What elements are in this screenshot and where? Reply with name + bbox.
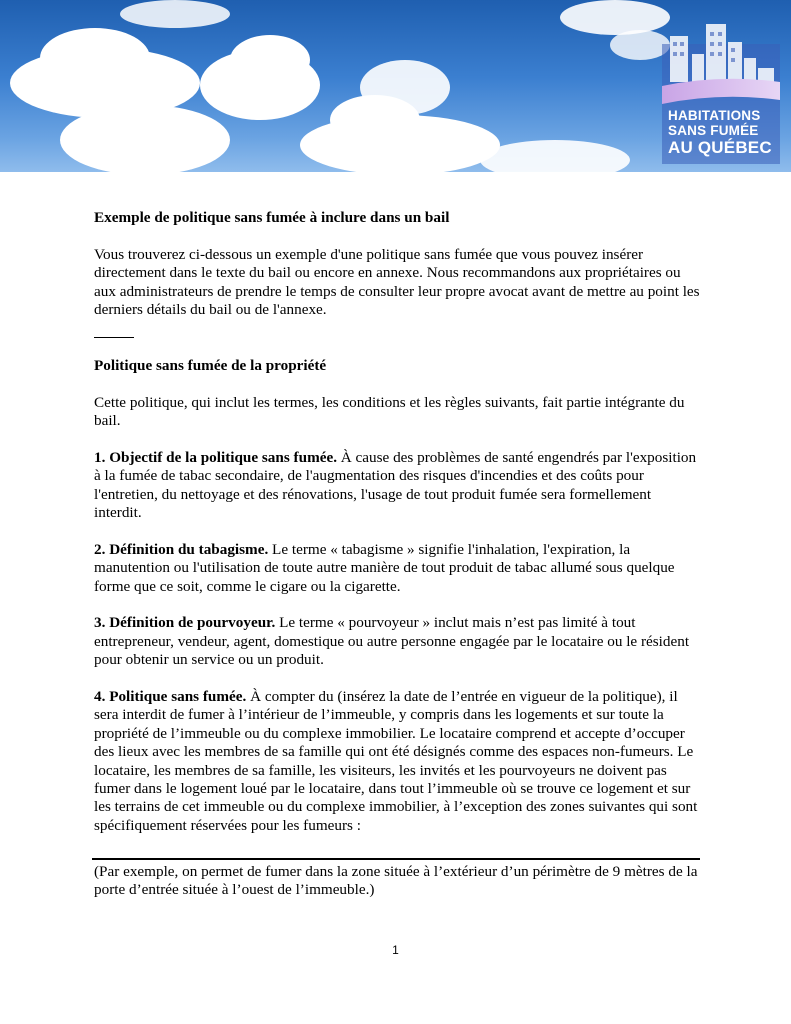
policy-item-heading: 1. Objectif de la politique sans fumée. <box>94 448 337 466</box>
policy-item-heading: 3. Définition de pourvoyeur. <box>94 614 276 632</box>
policy-item-heading: 4. Politique sans fumée. <box>94 688 247 706</box>
cloud-shape <box>60 105 230 172</box>
document-title: Exemple de politique sans fumée à inclure dans un bail <box>94 209 450 226</box>
cloud-shape <box>40 28 150 88</box>
policy-item-text: Le terme « tabagisme » signifie l'inhalation, l'expiration, la manutention ou l'utilisation de toute autre manière de tout produit de tabac allumé sous quelque forme que ce soit, comme le cigare ou la cigarette. <box>94 540 675 595</box>
logo-line-1: HABITATIONS <box>668 108 761 123</box>
section-title: Politique sans fumée de la propriété <box>94 356 327 374</box>
cloud-shape <box>120 0 230 28</box>
page-number: 1 <box>392 943 399 957</box>
section-intro: Cette politique, qui inclut les termes, les conditions et les règles suivants, fait partie intégrante du bail. <box>94 393 685 430</box>
cloud-shape <box>360 60 450 115</box>
policy-item-2 <box>94 541 700 596</box>
policy-item-text: Le terme « pourvoyeur » inclut mais n’est pas limité à tout entrepreneur, vendeur, agent, domestique ou autre personne engagée par le locataire ou le résident pour obtenir un service ou un produit. <box>94 614 690 669</box>
policy-item-text: À compter du (insérez la date de l’entrée en vigueur de la politique), il sera interdit de fumer à l’intérieur de l’immeuble, y compris dans les logements et sur toute la propriété de l’immeuble ou du complexe immobilier. Le locataire comprend et accepte d’occuper des lieux avec les membres de sa famille qui ont été désignés comme des espaces non-fumeurs. Le locataire, les membres de sa famille, les visiteurs, les invités et les pourvoyeurs ne doivent pas fumer dans le logement loué par le locataire, dans tout l’immeuble où se trouve ce logement et sur les terrains de cet immeuble ou du complexe immobilier, à l’exception des zones suivantes qui sont spécifiquement réservées pour les fumeurs : <box>94 688 698 834</box>
document-body <box>94 209 700 835</box>
example-note: (Par exemple, on permet de fumer dans la zone située à l’extérieur d’un périmètre de 9 mètres de la porte d’entrée située à l’ouest de l’immeuble.) <box>94 863 698 899</box>
logo-line-2: SANS FUMÉE <box>668 123 759 138</box>
cloud-shape <box>610 30 670 60</box>
signature-line <box>92 858 700 860</box>
policy-item-heading: 2. Définition du tabagisme. <box>94 540 269 558</box>
policy-item-1 <box>94 449 700 523</box>
cloud-shape <box>230 35 310 85</box>
header-banner <box>0 0 791 172</box>
intro-paragraph: Vous trouverez ci-dessous un exemple d'une politique sans fumée que vous pouvez insérer directement dans le texte du bail ou encore en annexe. Nous recommandons aux propriétaires ou aux administrateurs de prendre le temps de consulter leur propre avocat avant de mettre au point les derniers détails du bail ou de l'annexe. <box>94 245 700 319</box>
policy-item-4 <box>94 688 700 835</box>
cloud-shape <box>480 140 630 172</box>
logo-line-3: AU QUÉBEC <box>668 138 772 157</box>
logo-wordmark <box>668 108 778 157</box>
cloud-shape <box>560 0 670 35</box>
policy-item-3 <box>94 614 700 669</box>
policy-item-text: À cause des problèmes de santé engendrés par l'exposition à la fumée de tabac secondaire, de l'augmentation des risques d'incendies et des coûts pour l'entretien, du nettoyage et des rénovations, l'usage de tout produit fumée sera formellement interdit. <box>94 448 697 522</box>
